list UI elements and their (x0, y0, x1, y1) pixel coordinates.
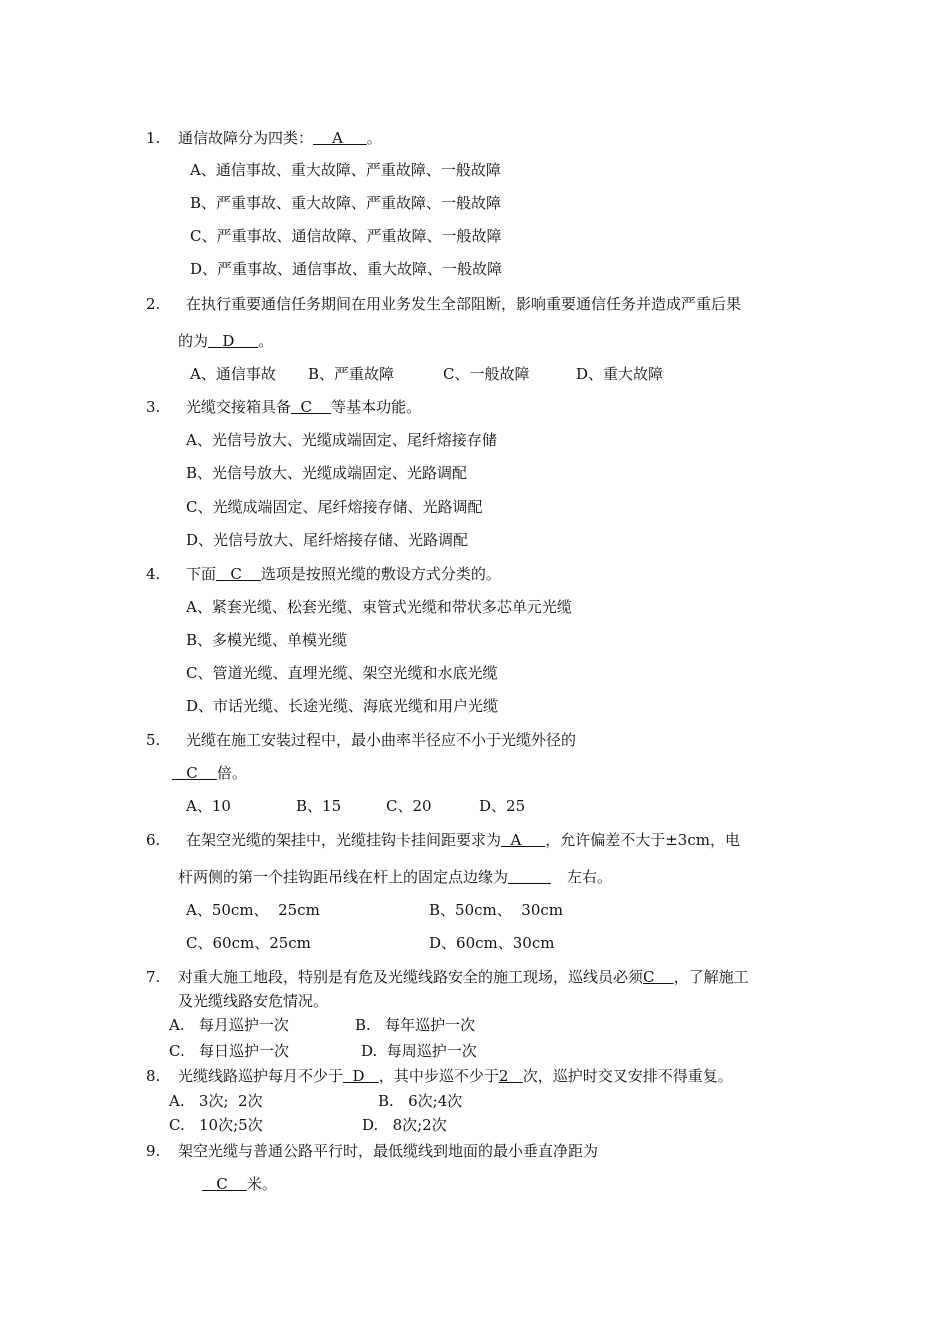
option: D. 8次;2次 (362, 1116, 447, 1134)
question-8 (178, 1066, 733, 1086)
option: D、60cm、30cm (429, 934, 555, 952)
question-7 (178, 967, 749, 987)
option: D. 每周巡护一次 (361, 1042, 477, 1060)
question-stem-end: 倍。 (216, 764, 247, 782)
question-stem: 光缆交接箱具备 (186, 398, 292, 416)
question-stem-end: 左右。 (566, 868, 612, 886)
option: D、重大故障 (576, 365, 664, 383)
option: A. 3次; 2次 (169, 1092, 263, 1110)
option: D、25 (479, 797, 526, 815)
option: B、15 (296, 797, 342, 815)
option: B、严重故障 (308, 365, 395, 383)
question-stem: 对重大施工地段，特别是有危及光缆线路安全的施工现场，巡线员必须 (178, 968, 644, 986)
question-stem: 光缆在施工安装过程中，最小曲率半径应不小于光缆外径的 (186, 731, 577, 749)
question-stem: 杆两侧的第一个挂钩距吊线在杆上的固定点边缘为 (178, 868, 509, 886)
question-4 (186, 564, 501, 584)
question-stem: 的为 (178, 332, 209, 350)
option: B、光信号放大、光缆成端固定、光路调配 (186, 464, 468, 482)
option: C、管道光缆、直埋光缆、架空光缆和水底光缆 (186, 664, 498, 682)
answer-blank: 2 (498, 1067, 523, 1085)
option: C、20 (386, 797, 432, 815)
option: D、市话光缆、长途光缆、海底光缆和用户光缆 (186, 697, 499, 715)
question-number: 1. (146, 129, 161, 147)
question-6 (186, 830, 740, 850)
answer-blank: D (343, 1067, 379, 1085)
question-stem-end: 等基本功能。 (331, 398, 422, 416)
option: A、10 (186, 797, 231, 815)
question-stem: 下面 (186, 565, 217, 583)
option: C、光缆成端固定、尾纤熔接存储、光路调配 (186, 498, 483, 516)
option: A. 每月巡护一次 (169, 1016, 289, 1034)
question-3 (186, 397, 421, 417)
question-stem-end: ，了解施工 (673, 968, 749, 986)
question-number: 6. (146, 831, 161, 849)
option: C、严重事故、通信故障、严重故障、一般故障 (190, 227, 502, 245)
question-stem: 及光缆线路安危情况。 (178, 992, 329, 1010)
option: B、50cm、 30cm (429, 901, 563, 919)
question-number: 9. (146, 1142, 161, 1160)
answer-blank: C (643, 968, 674, 986)
question-stem: 在架空光缆的架挂中，光缆挂钩卡挂间距要求为 (186, 831, 502, 849)
question-stem: 架空光缆与普通公路平行时，最低缆线到地面的最小垂直净距为 (178, 1142, 599, 1160)
answer-blank: C (172, 764, 217, 782)
question-stem-end: 次，巡护时交叉安排不得重复。 (522, 1067, 733, 1085)
question-2-line2 (178, 331, 273, 351)
question-stem-end: 米。 (246, 1175, 277, 1193)
option: A、光信号放大、光缆成端固定、尾纤熔接存储 (186, 431, 497, 449)
question-stem-end: 选项是按照光缆的敷设方式分类的。 (260, 565, 501, 583)
option: D、严重事故、通信事故、重大故障、一般故障 (190, 260, 503, 278)
answer-blank: D (208, 332, 259, 350)
question-number: 5. (146, 731, 161, 749)
answer-blank: A (501, 831, 546, 849)
option: C. 每日巡护一次 (169, 1042, 290, 1060)
option: B、多模光缆、单模光缆 (186, 631, 348, 649)
option: A、通信事故、重大故障、严重故障、一般故障 (190, 161, 501, 179)
option: B、严重事故、重大故障、严重故障、一般故障 (190, 194, 502, 212)
question-number: 7. (146, 968, 161, 986)
question-stem-mid: ，其中步巡不少于 (378, 1067, 499, 1085)
question-number: 3. (146, 398, 161, 416)
answer-blank (508, 868, 551, 886)
question-9-line2 (202, 1174, 277, 1194)
question-stem-end: 。 (366, 129, 382, 147)
option: A、通信事故 (190, 365, 276, 383)
question-stem: 在执行重要通信任务期间在用业务发生全部阻断，影响重要通信任务并造成严重后果 (186, 295, 742, 313)
question-stem: 光缆线路巡护每月不少于 (178, 1067, 344, 1085)
option: D、光信号放大、尾纤熔接存储、光路调配 (186, 531, 469, 549)
option: B. 每年巡护一次 (355, 1016, 476, 1034)
option: C、一般故障 (443, 365, 530, 383)
question-stem: 通信故障分为四类： (178, 129, 314, 147)
option: A、50cm、 25cm (186, 901, 320, 919)
question-5-line2 (172, 763, 247, 783)
answer-blank: C (291, 398, 332, 416)
option: C、60cm、25cm (186, 934, 311, 952)
option: A、紧套光缆、松套光缆、束管式光缆和带状多芯单元光缆 (186, 598, 572, 616)
question-number: 4. (146, 565, 161, 583)
option: C. 10次;5次 (169, 1116, 263, 1134)
question-number: 2. (146, 295, 161, 313)
answer-blank: A (313, 129, 367, 147)
answer-blank: C (202, 1175, 247, 1193)
question-1 (178, 128, 382, 148)
question-6-line2 (178, 867, 612, 887)
question-stem-end: ，允许偏差不大于±3cm，电 (545, 831, 740, 849)
answer-blank: C (216, 565, 261, 583)
question-number: 8. (146, 1067, 161, 1085)
question-stem-end: 。 (258, 332, 274, 350)
option: B. 6次;4次 (378, 1092, 463, 1110)
